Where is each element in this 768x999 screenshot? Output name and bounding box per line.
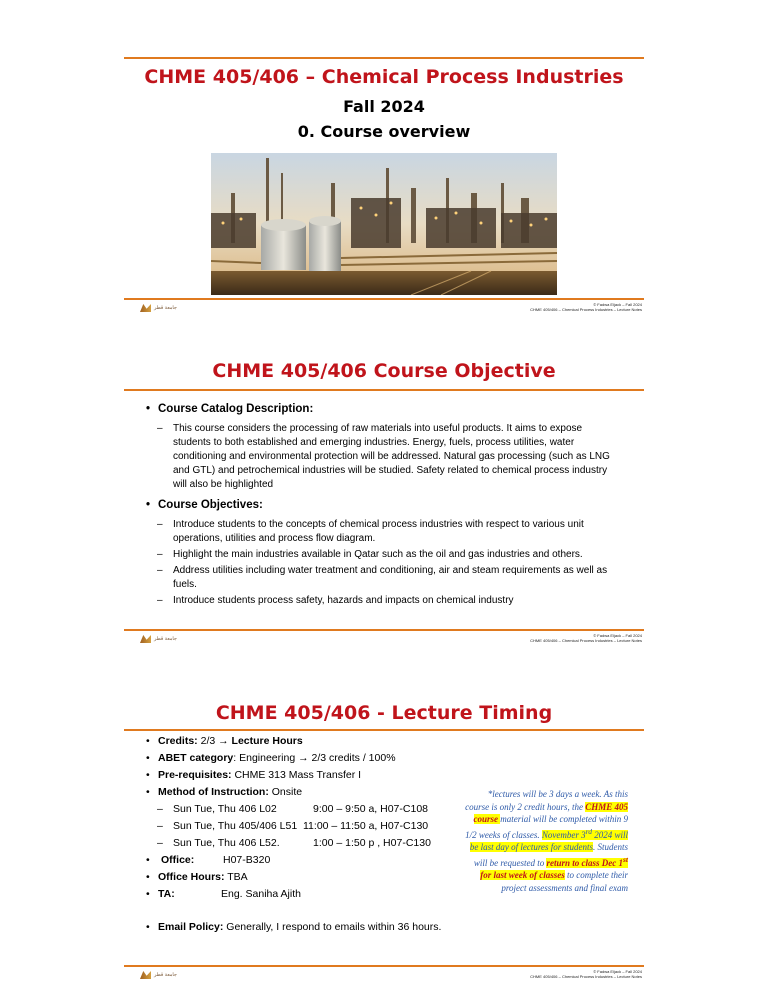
slide2-bottom-rule <box>124 629 644 631</box>
ta-value: Eng. Saniha Ajith <box>221 888 301 900</box>
session-row <box>143 801 460 818</box>
session-days: Sun Tue, Thu 406 L02 <box>173 803 277 815</box>
session-time: 9:00 – 9:50 a, H07-C108 <box>313 803 428 815</box>
note-sup: st <box>622 854 628 864</box>
objective-item: – Highlight the main industries available in Qatar such as the oil and gas industries and others. <box>143 548 620 562</box>
slide1-bottom-rule <box>124 298 644 300</box>
hours-value: TBA <box>224 871 248 883</box>
university-logo <box>140 634 177 644</box>
prereq-label: Pre-requisites: <box>158 769 232 781</box>
slide2-body <box>140 402 620 608</box>
slide3-body <box>140 733 460 936</box>
note-part: return to class Dec 1 <box>546 857 623 868</box>
catalog-heading: • Course Catalog Description: <box>140 402 620 417</box>
credits-line <box>140 733 460 750</box>
credits-label: Credits: <box>158 735 198 747</box>
slide2-footer-text <box>470 633 642 643</box>
prereq-line <box>140 767 460 784</box>
session-time: 11:00 – 11:50 a, H07-C130 <box>303 820 429 832</box>
footer-course: CHME 405/406 – Chemical Process Industries – Lecture Notes <box>530 638 642 643</box>
session-time: 1:00 – 1:50 p , H07-C130 <box>313 837 431 849</box>
method-label: Method of Instruction: <box>158 786 269 798</box>
objective-item: – Address utilities including water treatment and conditioning, air and steam requirements as well as fuels. <box>143 564 620 592</box>
objective-item: – Introduce students process safety, hazards and impacts on chemical industry <box>143 594 620 608</box>
session-days: Sun Tue, Thu 405/406 L51 <box>173 820 298 832</box>
logo-icon <box>140 304 151 312</box>
method-value: Onsite <box>268 786 303 798</box>
slide1-section: 0. Course overview <box>297 122 471 141</box>
hours-line <box>140 869 460 886</box>
credits-tail: Lecture Hours <box>231 735 303 747</box>
slide1-top-rule <box>124 57 644 59</box>
note-course-highlight: CHME 405 course <box>473 801 628 824</box>
office-line <box>140 852 460 869</box>
note-part: to complete their project assessments and final exam <box>501 870 628 893</box>
note-part: . Students will be requested to <box>473 842 628 868</box>
university-logo <box>140 303 177 313</box>
email-line <box>140 919 460 936</box>
hours-label: Office Hours: <box>158 871 225 883</box>
slide2-title-rule <box>124 389 644 391</box>
logo-icon <box>140 971 151 979</box>
slide1-title: CHME 405/406 – Chemical Process Industries <box>144 66 624 88</box>
footer-copyright: © Fadwa Eljack – Fall 2024 <box>593 969 642 974</box>
objective-item: – Introduce students to the concepts of chemical process industries with respect to various unit operations, utilities and process flow diagram. <box>143 518 620 546</box>
email-value: Generally, I respond to emails within 36 hours. <box>223 921 442 933</box>
objectives-list <box>140 518 620 608</box>
lecture-schedule-note <box>462 788 628 894</box>
slide1-footer-text <box>470 302 642 312</box>
office-value: H07-B320 <box>223 854 271 866</box>
slide3-footer-text <box>470 969 642 979</box>
session-days: Sun Tue, Thu 406 L52. <box>173 837 280 849</box>
slide3-title-rule <box>124 729 644 731</box>
note-sup: rd <box>585 826 592 836</box>
session-row <box>143 818 460 835</box>
university-logo <box>140 970 177 980</box>
note-part: 2024 will be last day of lectures for students <box>469 829 628 852</box>
slide3-title: CHME 405/406 - Lecture Timing <box>215 702 553 724</box>
refinery-photo <box>211 153 557 295</box>
slide2-title: CHME 405/406 Course Objective <box>212 360 556 382</box>
prereq-value: CHME 313 Mass Transfer I <box>231 769 362 781</box>
ta-line <box>140 886 460 903</box>
abet-value: : Engineering → 2/3 credits / 100% <box>233 752 396 764</box>
note-part: *lectures will be 3 days a week. As this course is only 2 credit hours, the <box>465 789 628 812</box>
objectives-heading: • Course Objectives: <box>140 498 620 513</box>
logo-text: جامعة قطر <box>154 971 178 978</box>
logo-text: جامعة قطر <box>154 304 178 311</box>
abet-line <box>140 750 460 767</box>
slide1-term: Fall 2024 <box>343 97 425 116</box>
session-row <box>143 835 460 852</box>
footer-copyright: © Fadwa Eljack – Fall 2024 <box>593 302 642 307</box>
footer-course: CHME 405/406 – Chemical Process Industries – Lecture Notes <box>530 307 642 312</box>
ta-label: TA: <box>158 888 175 900</box>
method-line <box>140 784 460 801</box>
footer-copyright: © Fadwa Eljack – Fall 2024 <box>593 633 642 638</box>
logo-text: جامعة قطر <box>154 635 178 642</box>
footer-course: CHME 405/406 – Chemical Process Industries – Lecture Notes <box>530 974 642 979</box>
credits-value: 2/3 → <box>197 735 232 747</box>
abet-label: ABET category <box>158 752 234 764</box>
note-part: for last week of classes <box>480 870 565 880</box>
logo-icon <box>140 635 151 643</box>
office-label: Office: <box>161 854 195 866</box>
note-part: November 3 <box>541 829 586 840</box>
email-label: Email Policy: <box>158 921 224 933</box>
catalog-text: – This course considers the processing of raw materials into useful products. It aims to expose students to both established and emerging industries. Energy, fuels, process utilities, water conditioning and environmental protection will be addressed. Natural gas processing (such as LNG and GTL) and petrochemical industries will be studied. Safety related to chemical process industry will also be highlighted <box>143 422 620 492</box>
note-part: material will be completed within 9 1/2 weeks of classes. <box>465 814 628 840</box>
slide3-bottom-rule <box>124 965 644 967</box>
